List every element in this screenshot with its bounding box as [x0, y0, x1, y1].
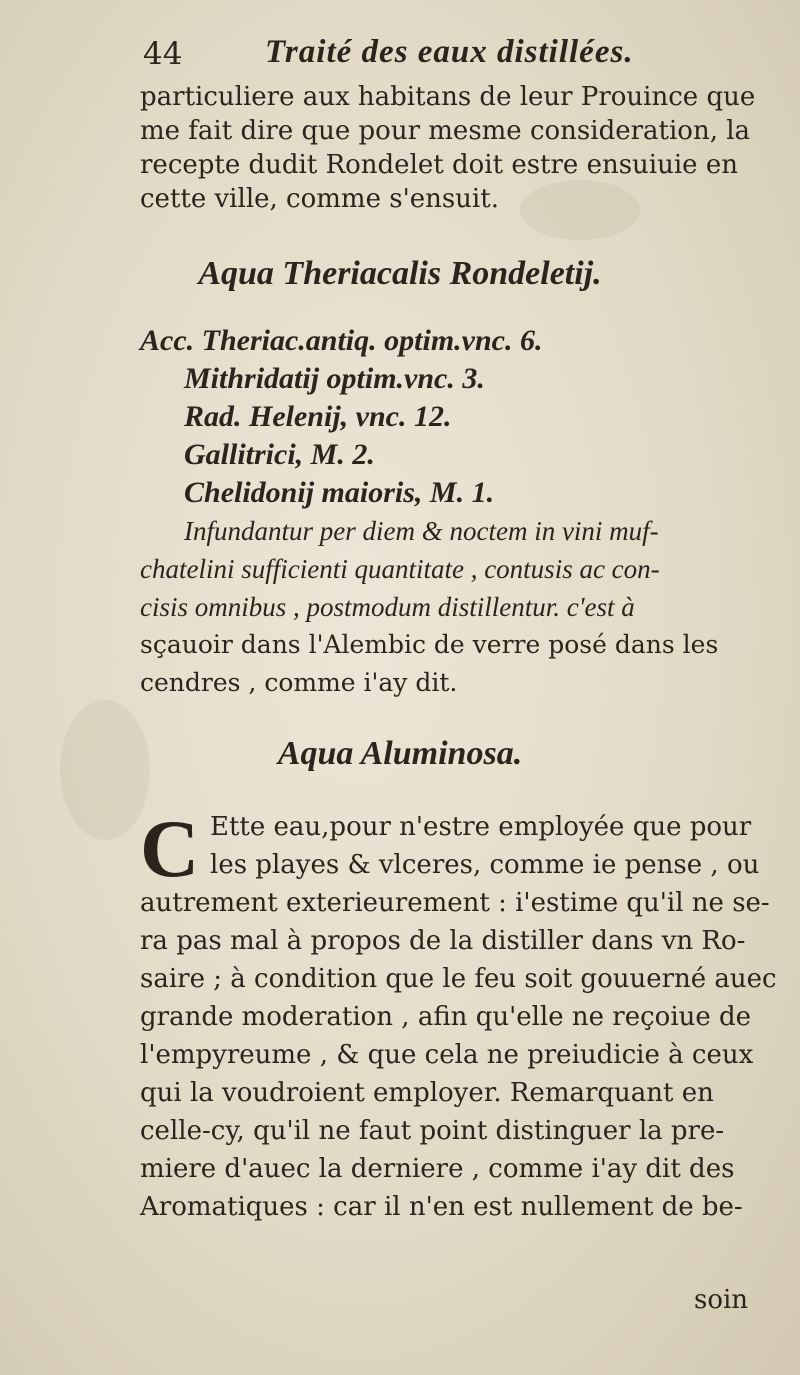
text-line: me fait dire que pour mesme consideration, la	[140, 116, 751, 146]
text-line: particuliere aux habitans de leur Prouince que	[140, 82, 756, 112]
section-heading: Aqua Aluminosa.	[277, 735, 523, 772]
recipe-line: Mithridatij optim.vnc. 3.	[184, 362, 485, 395]
recipe-line: Gallitrici, M. 2.	[184, 438, 375, 471]
text-line: les playes & vlceres, comme ie pense , ou	[210, 850, 760, 880]
recipe-line: chatelini sufficienti quantitate , contusis ac con-	[140, 554, 660, 584]
text-line: ra pas mal à propos de la distiller dans vn Ro-	[140, 926, 746, 956]
running-title: Traité des eaux distillées.	[265, 34, 634, 70]
recipe-line: Infundantur per diem & noctem in vini muf-	[184, 516, 659, 546]
recipe-line: cisis omnibus , postmodum distillentur. c'est à	[140, 592, 635, 622]
text-line: grande moderation , afin qu'elle ne reçoiue de	[140, 1002, 752, 1032]
recipe-line: Chelidonij maioris, M. 1.	[184, 476, 495, 509]
paragraph-2	[140, 803, 780, 1226]
catchword: soin	[694, 1285, 749, 1315]
running-head	[143, 30, 763, 80]
text-line: saire ; à condition que le feu soit gouuerné auec	[140, 964, 777, 994]
drop-cap: C	[140, 803, 200, 894]
text-line: Ette eau,pour n'estre employée que pour	[210, 812, 752, 842]
text-line: Aromatiques : car il n'en est nullement de be-	[140, 1192, 743, 1222]
page-number: 44	[143, 36, 183, 72]
paragraph-1	[140, 80, 770, 216]
text-line: cette ville, comme s'ensuit.	[140, 184, 499, 214]
recipe-line: sçauoir dans l'Alembic de verre posé dans les	[140, 630, 719, 659]
text-line: miere d'auec la derniere , comme i'ay dit des	[140, 1154, 735, 1184]
text-line: recepte dudit Rondelet doit estre ensuiuie en	[140, 150, 738, 180]
text-line: autrement exterieurement : i'estime qu'il ne se-	[140, 888, 770, 918]
text-line: l'empyreume , & que cela ne preiudicie à ceux	[140, 1040, 754, 1070]
recipe-block	[140, 322, 780, 702]
recipe-line: Rad. Helenij, vnc. 12.	[184, 400, 452, 433]
section-heading: Aqua Theriacalis Rondeletij.	[198, 255, 602, 292]
recipe-line: Acc. Theriac.antiq. optim.vnc. 6.	[140, 324, 543, 357]
recipe-line: cendres , comme i'ay dit.	[140, 668, 458, 697]
text-line: celle-cy, qu'il ne faut point distinguer la pre-	[140, 1116, 725, 1146]
text-line: qui la voudroient employer. Remarquant en	[140, 1078, 714, 1108]
